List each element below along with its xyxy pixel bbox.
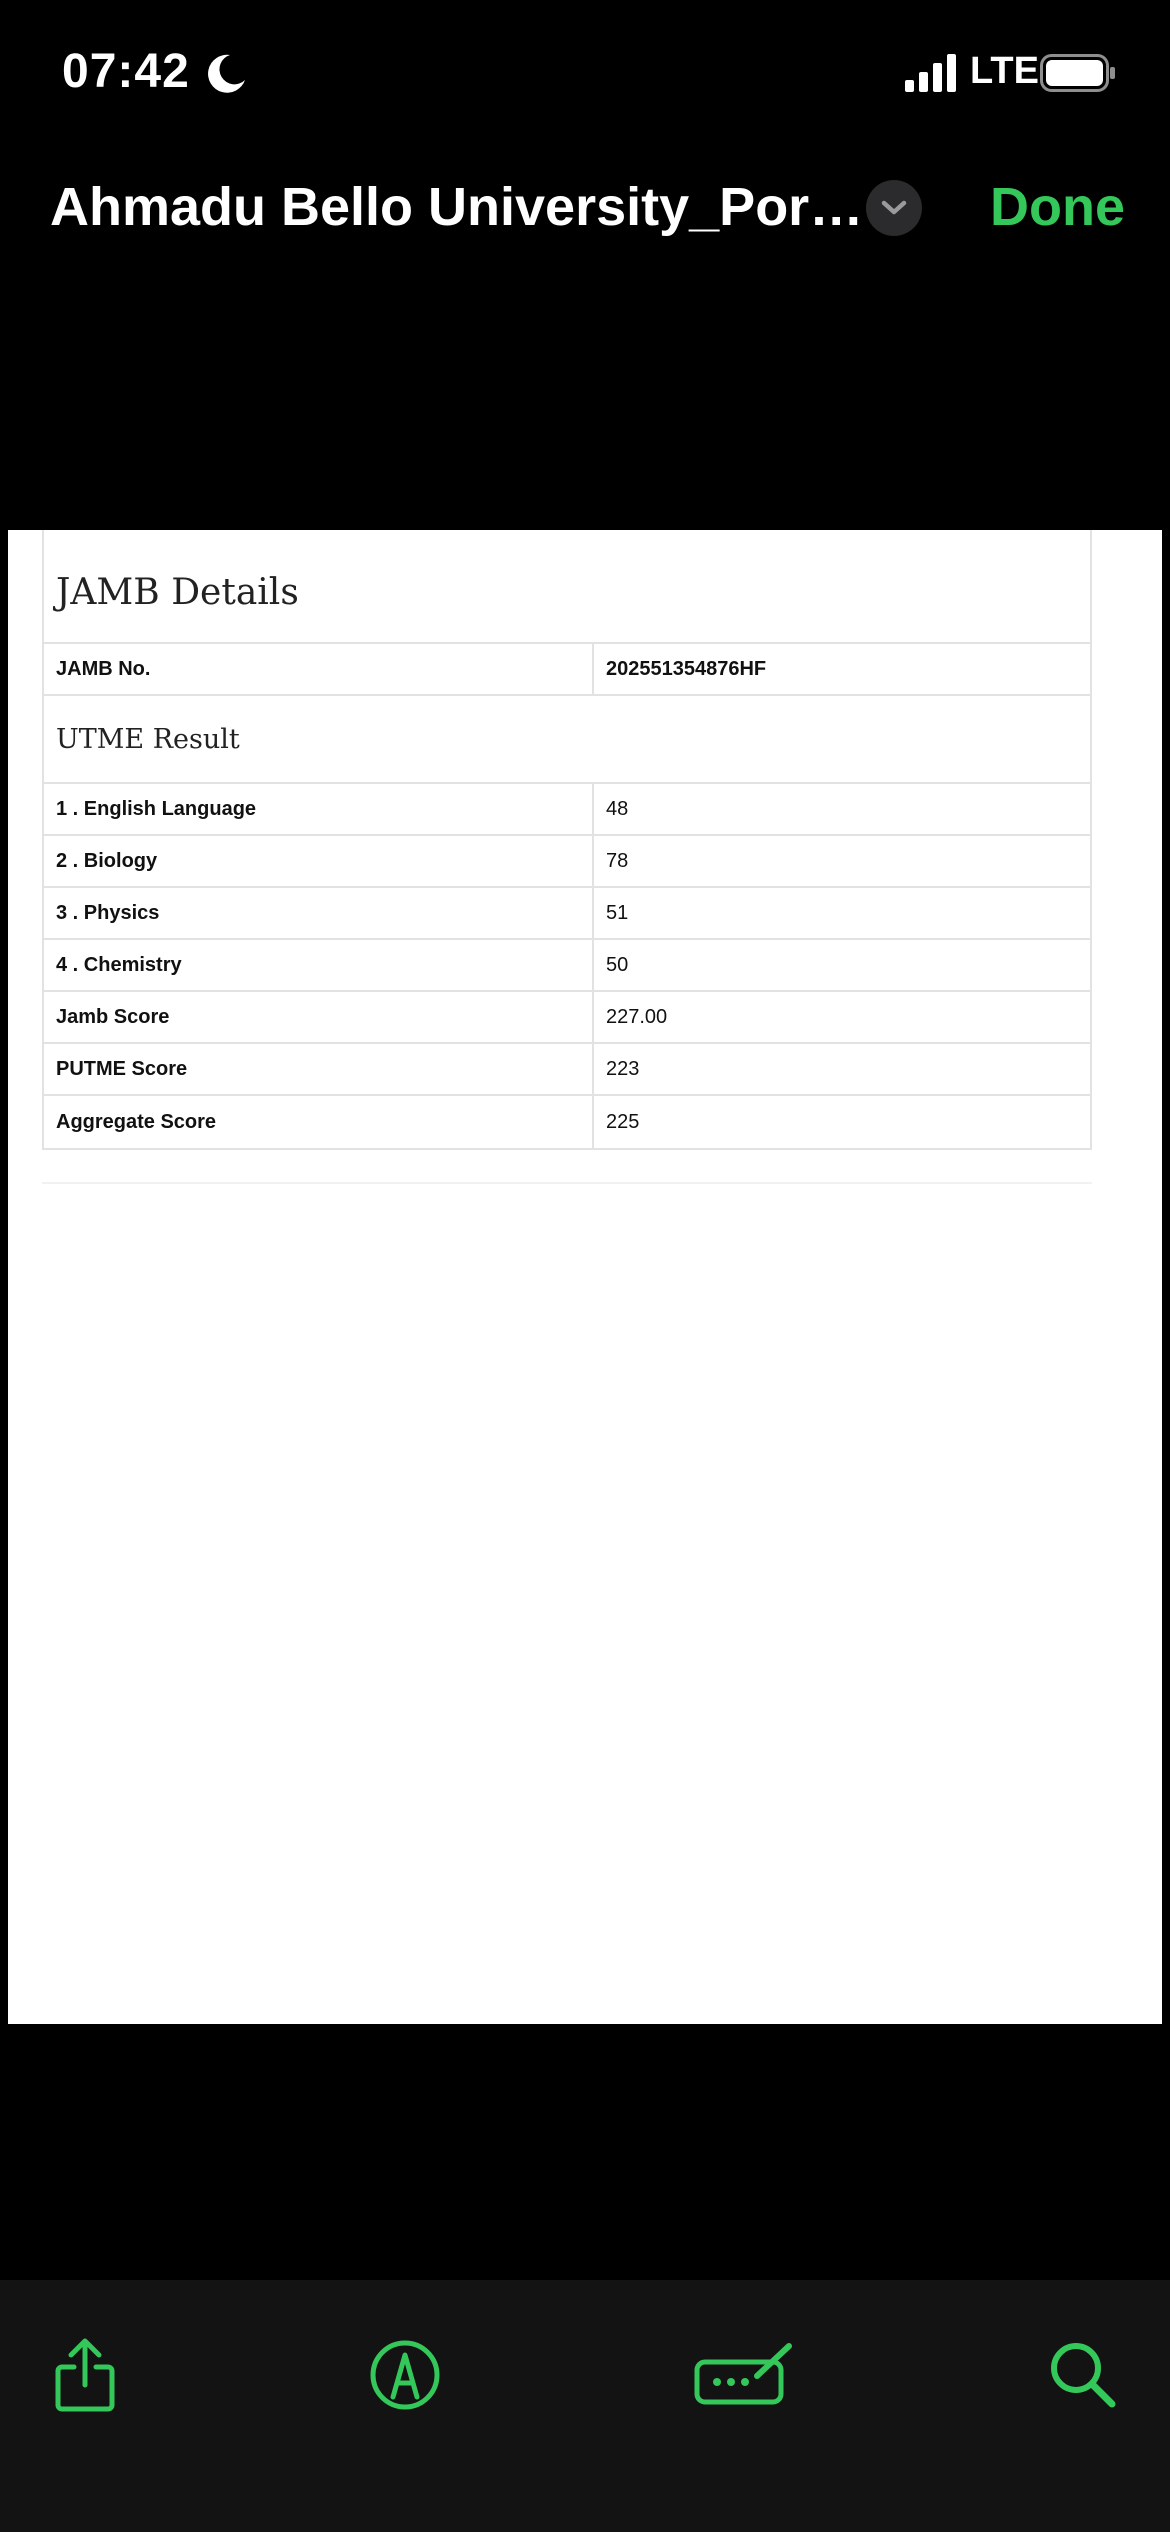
search-button[interactable] xyxy=(1028,2320,1138,2430)
share-button[interactable] xyxy=(30,2320,140,2430)
score-label: PUTME Score xyxy=(44,1044,594,1094)
table-row xyxy=(44,888,1090,940)
moon-icon xyxy=(206,52,248,94)
signature-icon xyxy=(693,2340,797,2410)
subject-score: 51 xyxy=(606,901,629,924)
markup-button[interactable] xyxy=(350,2320,460,2430)
status-bar xyxy=(0,0,1170,150)
utme-result-heading: UTME Result xyxy=(44,696,1090,784)
score-label: Jamb Score xyxy=(44,992,594,1042)
title-menu-button[interactable] xyxy=(866,180,922,236)
subject-label: 3 . Physics xyxy=(44,888,594,938)
table-row xyxy=(44,836,1090,888)
status-time: 07:42 xyxy=(62,45,190,98)
table-row xyxy=(44,992,1090,1044)
score-value: 223 xyxy=(606,1057,640,1080)
done-button[interactable]: Done xyxy=(990,177,1125,237)
jamb-details-card xyxy=(42,530,1092,1150)
markup-icon xyxy=(369,2339,441,2411)
table-row xyxy=(44,784,1090,836)
table-row xyxy=(44,1044,1090,1096)
jamb-no-label: JAMB No. xyxy=(44,644,594,694)
jamb-no-value: 202551354876HF xyxy=(606,657,767,680)
table-row xyxy=(44,644,1090,696)
subject-label: 4 . Chemistry xyxy=(44,940,594,990)
score-label: Aggregate Score xyxy=(44,1096,594,1148)
score-value: 227.00 xyxy=(606,1005,668,1028)
jamb-details-heading: JAMB Details xyxy=(44,530,1090,644)
score-value: 225 xyxy=(606,1110,640,1133)
subject-score: 50 xyxy=(606,953,629,976)
subject-label: 2 . Biology xyxy=(44,836,594,886)
subject-label: 1 . English Language xyxy=(44,784,594,834)
subject-score: 78 xyxy=(606,849,629,872)
table-row xyxy=(44,1096,1090,1148)
battery-icon xyxy=(1040,54,1116,92)
document-title[interactable]: Ahmadu Bello University_Por… xyxy=(50,177,864,237)
document-page[interactable] xyxy=(8,530,1162,2024)
signature-button[interactable] xyxy=(690,2320,800,2430)
bottom-toolbar xyxy=(0,2280,1170,2532)
signal-icon xyxy=(905,54,961,92)
divider xyxy=(42,1182,1092,1184)
share-icon xyxy=(52,2337,118,2413)
search-icon xyxy=(1048,2340,1118,2410)
chevron-down-icon xyxy=(880,199,908,217)
subject-score: 48 xyxy=(606,797,629,820)
table-row xyxy=(44,940,1090,992)
network-label: LTE xyxy=(970,50,1039,92)
